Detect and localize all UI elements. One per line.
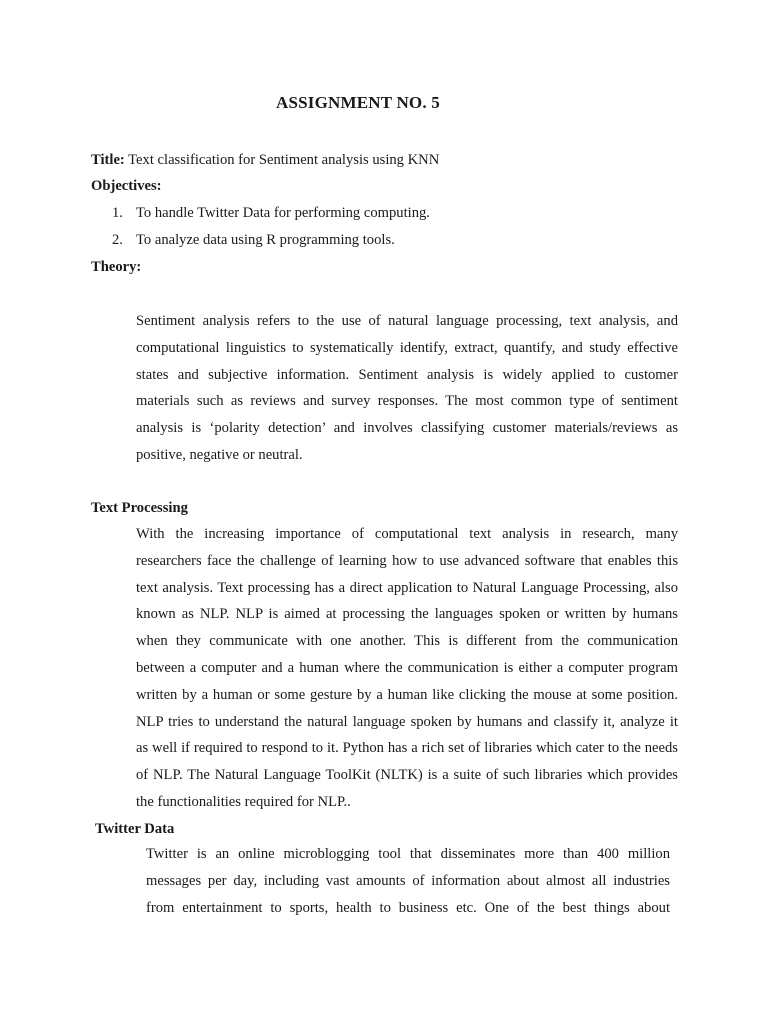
text-processing-line: of NLP. The Natural Language ToolKit (NLTK) is a suite of such libraries which provides <box>136 767 678 784</box>
text-processing-line: text analysis. Text processing has a direct application to Natural Language Processing, also <box>136 579 678 596</box>
theory-line: materials such as reviews and survey responses. The most common type of sentiment <box>136 393 678 410</box>
text-processing-line: NLP tries to understand the natural language spoken by humans and classify it, analyze it <box>136 713 678 730</box>
text-processing-line: between a computer and a human where the communication is either a computer program <box>136 659 678 676</box>
objective-text: To analyze data using R programming tools. <box>136 232 395 248</box>
title-value: Text classification for Sentiment analysis using KNN <box>124 152 440 168</box>
objective-number: 1. <box>112 205 123 221</box>
text-processing-line: With the increasing importance of computational text analysis in research, many <box>136 526 678 542</box>
twitter-line: from entertainment to sports, health to business etc. One of the best things about <box>146 899 670 916</box>
text-processing-paragraph <box>136 521 678 816</box>
theory-line: positive, negative or neutral. <box>136 446 303 463</box>
twitter-line: Twitter is an online microblogging tool that disseminates more than 400 million <box>146 846 670 862</box>
title-label: Title: <box>91 152 125 168</box>
objective-item <box>112 231 395 249</box>
objective-item <box>112 204 430 222</box>
text-processing-line: known as NLP. NLP is aimed at processing the languages spoken or written by humans <box>136 606 678 623</box>
twitter-paragraph <box>146 841 670 921</box>
theory-line: Sentiment analysis refers to the use of natural language processing, text analysis, and <box>136 313 678 329</box>
title-line <box>91 151 439 169</box>
text-processing-heading: Text Processing <box>91 500 188 516</box>
theory-line: states and subjective information. Sentiment analysis is widely applied to customer <box>136 366 678 383</box>
objective-text: To handle Twitter Data for performing computing. <box>136 205 430 221</box>
objectives-heading: Objectives: <box>91 178 162 194</box>
assignment-title: ASSIGNMENT NO. 5 <box>276 93 440 112</box>
text-processing-line: researchers face the challenge of learning how to use advanced software that enables this <box>136 552 678 569</box>
theory-line: computational linguistics to systematically identify, extract, quantify, and study effective <box>136 339 678 356</box>
text-processing-line: when they communicate with one another. This is different from the communication <box>136 633 678 650</box>
text-processing-line: written by a human or some gesture by a human like clicking the mouse at some position. <box>136 686 678 703</box>
theory-line: analysis is ‘polarity detection’ and involves classifying customer materials/reviews as <box>136 420 678 437</box>
text-processing-line: as well if required to respond to it. Python has a rich set of libraries which cater to the needs <box>136 740 678 757</box>
twitter-heading: Twitter Data <box>95 821 175 837</box>
twitter-line: messages per day, including vast amounts of information about almost all industries <box>146 872 670 889</box>
theory-paragraph <box>136 308 678 469</box>
objective-number: 2. <box>112 232 123 248</box>
theory-heading: Theory: <box>91 259 142 275</box>
text-processing-line: the functionalities required for NLP.. <box>136 793 351 810</box>
